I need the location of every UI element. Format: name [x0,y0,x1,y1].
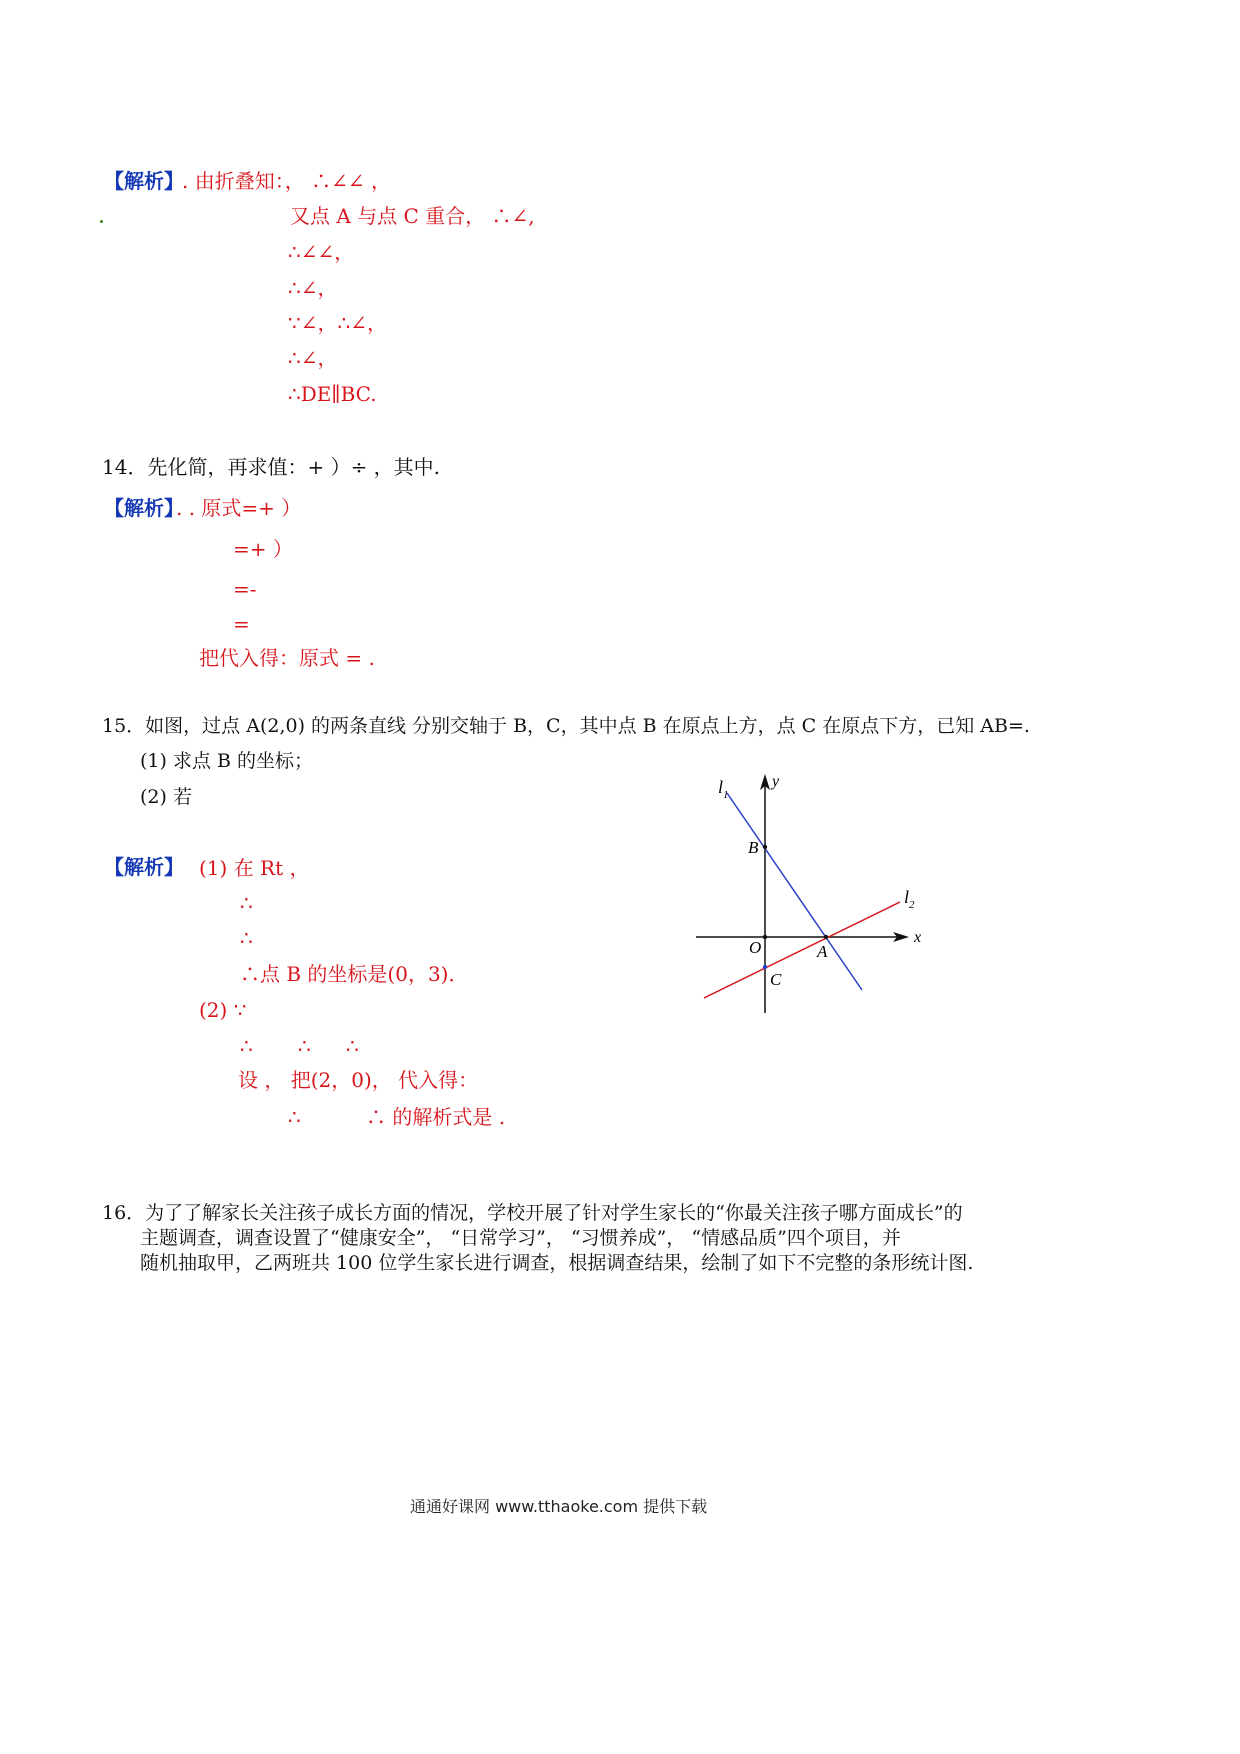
line-l1 [727,793,862,990]
solution-line: ∴ [240,1034,253,1058]
page-footer: 通通好课网 www.tthaoke.com 提供下载 [410,1497,708,1516]
solution-line: ∵∠，∴∠， [288,311,387,335]
solution-line: ∴∠∠， [288,240,355,264]
solution-line: ∴点 B 的坐标是(0，3)． [240,962,469,986]
solution-line: =+ ） [233,537,293,561]
solution-line: (1) 在 Rt ， [199,856,310,880]
label-l1: $l_1$ [718,777,729,801]
solution-line: =- [233,577,257,601]
solution-tag: 【解析】 [104,496,184,520]
solution-line: ∴ [346,1034,359,1058]
label-o: O [749,938,762,957]
solution-line: ∴ [240,891,253,915]
point-a [824,935,828,939]
label-c: C [770,970,782,989]
label-l2: $l_2$ [904,887,915,911]
point-o [763,935,767,939]
solution-line: ∴ [288,1105,301,1129]
question-15-part-1: (1) 求点 B 的坐标； [140,750,313,772]
solution-line: ∴ [298,1034,311,1058]
solution-line: . 由折叠知：， ∴∠∠ ， [182,169,391,193]
point-b [763,845,767,849]
label-b: B [748,838,759,857]
stray-mark [100,220,103,223]
label-y: y [772,773,780,790]
solution-line: = [233,612,250,636]
question-15-part-2: (2) 若 [140,786,192,808]
solution-line: (2) ∵ [199,998,247,1022]
solution-line: 设 ， 把(2，0)， 代入得： [238,1068,479,1092]
question-16-line: 随机抽取甲，乙两班共 100 位学生家长进行调查，根据调查结果，绘制了如下不完整的条形统计图. [140,1252,974,1274]
coordinate-figure [690,760,940,1025]
question-14: 14．先化简，再求值：+ ）÷ ，其中. [102,455,441,479]
question-16-line: 16．为了了解家长关注孩子成长方面的情况，学校开展了针对学生家长的“你最关注孩子哪方面成长”的 [102,1202,963,1224]
solution-line: ∴∠， [288,276,338,300]
solution-line: ∴ [240,926,253,950]
solution-line: . . 原式=+ ） [176,496,302,520]
question-16-line: 主题调查，调查设置了“健康安全”， “日常学习”， “习惯养成”， “情感品质”四个项目，并 [140,1227,901,1249]
solution-line: ∴∠， [288,346,338,370]
solution-line: ∴DE∥BC. [288,382,377,406]
point-c [763,965,767,969]
label-a: A [817,942,828,961]
solution-line: 把代入得：原式 = . [199,646,375,670]
solution-tag: 【解析】 [104,169,184,193]
line-l2 [704,902,900,998]
solution-line: 又点 A 与点 C 重合， ∴∠, [290,204,535,228]
solution-line: ∴ 的解析式是 . [366,1105,506,1129]
solution-tag: 【解析】 [104,855,184,879]
label-x: x [914,929,922,946]
question-15: 15．如图，过点 A(2,0) 的两条直线 分别交轴于 B，C，其中点 B 在原点上方，点 C 在原点下方，已知 AB=. [102,715,1030,737]
